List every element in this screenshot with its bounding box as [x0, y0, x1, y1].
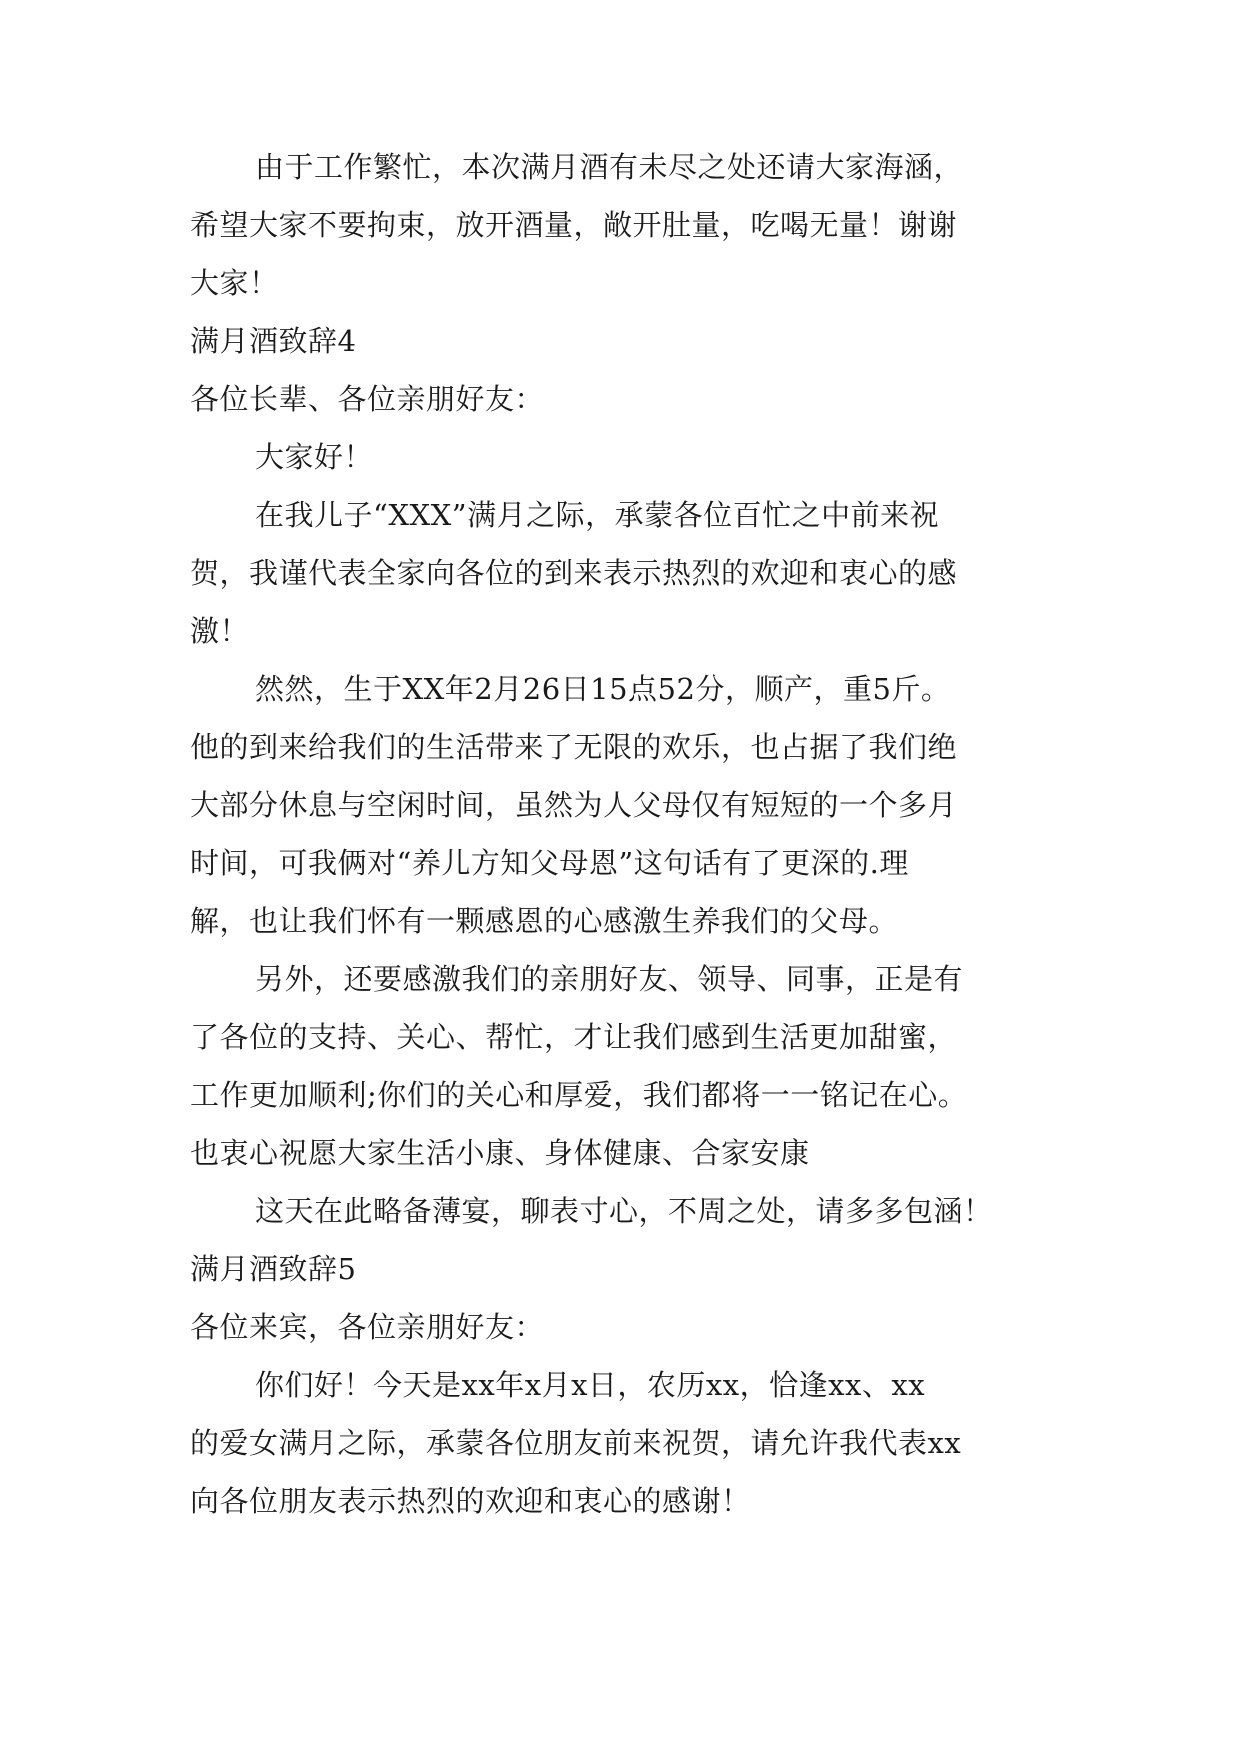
text-line: 希望大家不要拘束，放开酒量，敞开肚量，吃喝无量！谢谢 — [190, 208, 958, 242]
text-line: 时间，可我俩对“养儿方知父母恩”这句话有了更深的.理 — [190, 846, 909, 880]
text-line: 他的到来给我们的生活带来了无限的欢乐，也占据了我们绝 — [190, 730, 958, 764]
text-line: 也衷心祝愿大家生活小康、身体健康、合家安康 — [190, 1136, 810, 1170]
text-line: 然然，生于XX年2月26日15点52分，顺产，重5斤。 — [255, 672, 951, 706]
text-line: 由于工作繁忙，本次满月酒有未尽之处还请大家海涵， — [255, 150, 964, 184]
text-line: 贺，我谨代表全家向各位的到来表示热烈的欢迎和衷心的感 — [190, 556, 958, 590]
text-line: 解，也让我们怀有一颗感恩的心感激生养我们的父母。 — [190, 904, 899, 938]
text-line: 向各位朋友表示热烈的欢迎和衷心的感谢！ — [190, 1484, 751, 1518]
text-line: 大家！ — [190, 266, 279, 300]
text-line: 激！ — [190, 614, 250, 648]
salutation: 各位长辈、各位亲朋好友： — [190, 382, 545, 416]
text-line: 了各位的支持、关心、帮忙，才让我们感到生活更加甜蜜， — [190, 1020, 958, 1054]
text-line: 在我儿子“XXX”满月之际，承蒙各位百忙之中前来祝 — [255, 498, 940, 532]
text-line: 大部分休息与空闲时间，虽然为人父母仅有短短的一个多月 — [190, 788, 958, 822]
greeting: 大家好！ — [255, 440, 374, 474]
section-heading: 满月酒致辞5 — [190, 1252, 357, 1286]
text-line: 工作更加顺利;你们的关心和厚爱，我们都将一一铭记在心。 — [190, 1078, 968, 1112]
text-line: 你们好！今天是xx年x月x日，农历xx，恰逢xx、xx — [255, 1368, 926, 1402]
text-line: 另外，还要感激我们的亲朋好友、领导、同事，正是有 — [255, 962, 964, 996]
text-line: 的爱女满月之际，承蒙各位朋友前来祝贺，请允许我代表xx — [190, 1426, 962, 1460]
section-heading: 满月酒致辞4 — [190, 324, 357, 358]
salutation: 各位来宾，各位亲朋好友： — [190, 1310, 545, 1344]
text-line: 这天在此略备薄宴，聊表寸心，不周之处，请多多包涵！ — [255, 1194, 993, 1228]
